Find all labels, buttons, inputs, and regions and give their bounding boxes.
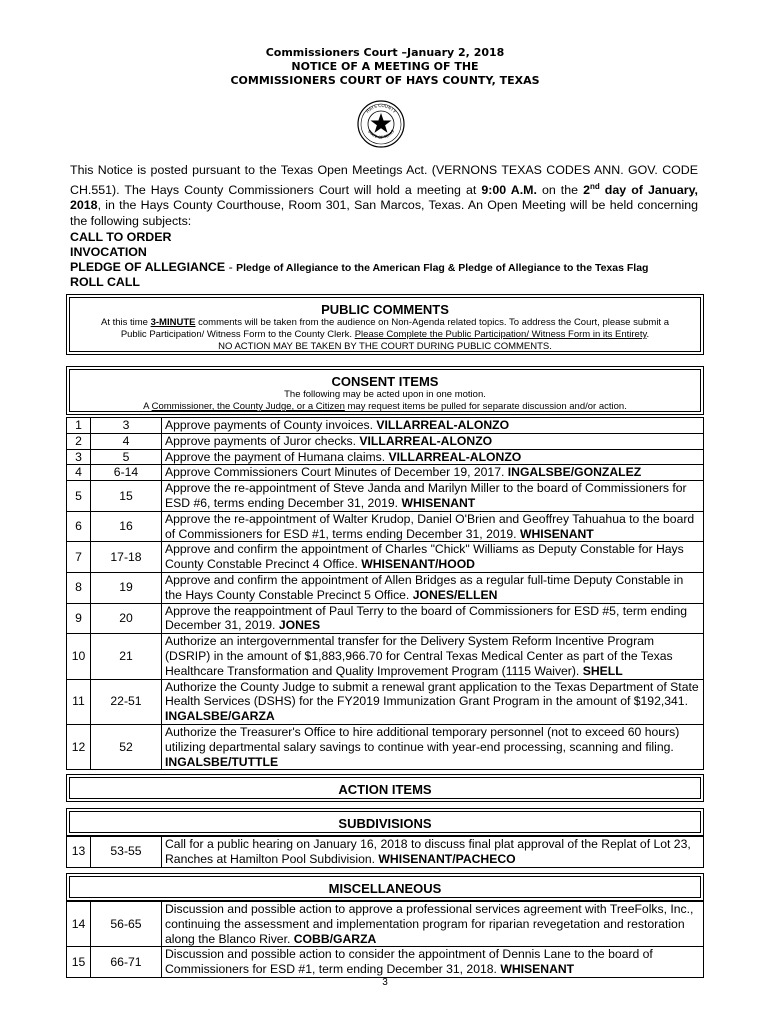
- item-pages: 19: [91, 572, 162, 603]
- seal-top-text: HAYS COUNTY: [364, 102, 398, 114]
- item-sponsor: WHISENANT: [500, 962, 575, 977]
- item-sponsor: INGALSBE/GONZALEZ: [507, 465, 642, 480]
- agenda-item-row: [67, 679, 704, 724]
- item-number: 13: [67, 837, 91, 868]
- item-description: Approve the re-appointment of Steve Janda and Marilyn Miller to the board of Commissioners for ESD #6, terms ending December 31, 2019. WHISENANT: [162, 481, 704, 512]
- county-seal: [357, 100, 405, 148]
- item-number: 10: [67, 634, 91, 679]
- call-to-order: CALL TO ORDER: [70, 230, 172, 244]
- item-pages: 5: [91, 449, 162, 465]
- action-items-box: [66, 774, 704, 802]
- item-number: 12: [67, 724, 91, 769]
- item-pages: 56-65: [91, 902, 162, 947]
- miscellaneous-box: [66, 873, 704, 901]
- item-sponsor: VILLARREAL-ALONZO: [388, 449, 522, 464]
- miscellaneous-table: [66, 901, 704, 978]
- item-description: Authorize an intergovernmental transfer for the Delivery System Reform Incentive Program (DSRIP) in the amount of $1,883,966.70 for Central Texas Medical Center as part of the Texas Healthcare Transformation and Quality Improvement Program (1115 Waiver). SHELL: [162, 634, 704, 679]
- agenda-item-row: [67, 634, 704, 679]
- header-line-2: NOTICE OF A MEETING OF THE: [291, 60, 479, 73]
- item-pages: 66-71: [91, 947, 162, 978]
- consent-items-line-1: The following may be acted upon in one motion.: [284, 389, 486, 400]
- agenda-item-row: [67, 724, 704, 769]
- item-sponsor: VILLARREAL-ALONZO: [376, 418, 510, 432]
- public-comments-line-3: NO ACTION MAY BE TAKEN BY THE COURT DURING PUBLIC COMMENTS.: [218, 341, 552, 352]
- item-sponsor: VILLARREAL-ALONZO: [359, 433, 493, 448]
- agenda-item-row: [67, 837, 704, 868]
- pledge-of-allegiance: PLEDGE OF ALLEGIANCE - Pledge of Allegiance to the American Flag & Pledge of Allegiance to the Texas Flag: [70, 260, 649, 274]
- item-number: 7: [67, 542, 91, 573]
- agenda-item-row: [67, 572, 704, 603]
- item-pages: 15: [91, 481, 162, 512]
- item-sponsor: INGALSBE/GARZA: [165, 709, 275, 724]
- item-number: 4: [67, 465, 91, 481]
- item-description: Discussion and possible action to approve a professional services agreement with TreeFolks, Inc., continuing the assessment and implementation program for riparian revegetation and restoration along the Blanco River. COBB/GARZA: [162, 902, 704, 947]
- item-pages: 21: [91, 634, 162, 679]
- agenda-item-row: [67, 433, 704, 449]
- item-description: Approve and confirm the appointment of Allen Bridges as a regular full-time Deputy Constable in the Hays County Constable Precinct 5 Office. JONES/ELLEN: [162, 572, 704, 603]
- item-description: Approve Commissioners Court Minutes of December 19, 2017. INGALSBE/GONZALEZ: [162, 465, 704, 481]
- subdivisions-title: SUBDIVISIONS: [338, 816, 432, 831]
- item-pages: 52: [91, 724, 162, 769]
- item-number: 1: [67, 418, 91, 434]
- item-number: 11: [67, 679, 91, 724]
- item-sponsor: JONES/ELLEN: [412, 587, 498, 602]
- consent-items-title: CONSENT ITEMS: [331, 374, 439, 389]
- item-pages: 17-18: [91, 542, 162, 573]
- item-pages: 16: [91, 511, 162, 542]
- item-sponsor: WHISENANT: [401, 495, 476, 510]
- subdivisions-table: [66, 836, 704, 868]
- agenda-item-row: [67, 603, 704, 634]
- consent-items-line-2: A Commissioner, the County Judge, or a Citizen may request items be pulled for separate discussion and/or action.: [143, 401, 627, 412]
- item-number: 15: [67, 947, 91, 978]
- item-number: 14: [67, 902, 91, 947]
- item-pages: 6-14: [91, 465, 162, 481]
- item-sponsor: WHISENANT/HOOD: [361, 557, 475, 572]
- item-number: 6: [67, 511, 91, 542]
- action-items-title: ACTION ITEMS: [338, 782, 432, 797]
- roll-call: ROLL CALL: [70, 275, 140, 289]
- public-comments-box: [66, 294, 704, 355]
- item-description: Approve the re-appointment of Walter Krudop, Daniel O'Brien and Geoffrey Tahuahua to the board of Commissioners for ESD #1, terms ending December 31, 2019. WHISENANT: [162, 511, 704, 542]
- header-line-1: Commissioners Court –January 2, 2018: [265, 46, 505, 59]
- item-description: Discussion and possible action to consider the appointment of Dennis Lane to the board of Commissioners for ESD #1, term ending December 31, 2018. WHISENANT: [162, 947, 704, 978]
- item-pages: 20: [91, 603, 162, 634]
- seal-bottom-text: STATE OF TEXAS: [366, 128, 396, 140]
- item-sponsor: INGALSBE/TUTTLE: [165, 754, 279, 769]
- page-number: 3: [382, 977, 388, 988]
- item-description: Call for a public hearing on January 16, 2018 to discuss final plat approval of the Replat of Lot 23, Ranches at Hamilton Pool Subdivision. WHISENANT/PACHECO: [162, 837, 704, 868]
- public-comments-line-2: Public Participation/ Witness Form to the County Clerk. Please Complete the Public Participation/ Witness Form in its Entirety.: [120, 329, 650, 340]
- subdivisions-box: [66, 808, 704, 836]
- item-sponsor: COBB/GARZA: [293, 931, 377, 946]
- item-number: 9: [67, 603, 91, 634]
- item-description: Authorize the County Judge to submit a renewal grant application to the Texas Department of State Health Services (DSHS) for the FY2019 Immunization Grant Program in the amount of $192,341. INGALSBE/GARZA: [162, 679, 704, 724]
- item-description: Authorize the Treasurer's Office to hire additional temporary personnel (not to exceed 60 hours) utilizing departmental salary savings to continue with year-end processing, scanning and filing. INGALSBE/TUTTLE: [162, 724, 704, 769]
- item-sponsor: SHELL: [582, 663, 623, 678]
- item-sponsor: WHISENANT/PACHECO: [378, 851, 516, 866]
- intro-paragraph: This Notice is posted pursuant to the Texas Open Meetings Act. (VERNONS TEXAS CODES ANN. GOV. CODE CH.551). The Hays County Commissioners Court will hold a meeting at 9:00 A.M. on the 2nd day of January, 2018, in the Hays County Courthouse, Room 301, San Marcos, Texas. An Open Meeting will be held concerning the following subjects:: [70, 163, 698, 228]
- item-number: 8: [67, 572, 91, 603]
- agenda-item-row: [67, 418, 704, 434]
- item-description: Approve the reappointment of Paul Terry to the board of Commissioners for ESD #5, term ending December 31, 2019. JONES: [162, 603, 704, 634]
- agenda-item-row: [67, 947, 704, 978]
- agenda-item-row: [67, 481, 704, 512]
- item-number: 2: [67, 433, 91, 449]
- agenda-item-row: [67, 449, 704, 465]
- item-description: Approve and confirm the appointment of Charles "Chick" Williams as Deputy Constable for Hays County Constable Precinct 4 Office. WHISENANT/HOOD: [162, 542, 704, 573]
- public-comments-title: PUBLIC COMMENTS: [321, 302, 449, 317]
- item-description: Approve the payment of Humana claims. VILLARREAL-ALONZO: [162, 449, 704, 465]
- item-pages: 4: [91, 433, 162, 449]
- item-sponsor: WHISENANT: [519, 526, 594, 541]
- item-pages: 53-55: [91, 837, 162, 868]
- item-description: Approve payments of County invoices. VILLARREAL-ALONZO: [162, 418, 704, 434]
- item-sponsor: JONES: [278, 618, 321, 633]
- agenda-item-row: [67, 902, 704, 947]
- invocation: INVOCATION: [70, 245, 147, 259]
- item-number: 3: [67, 449, 91, 465]
- svg-text:STATE OF TEXAS: [367, 128, 395, 139]
- header-line-3: COMMISSIONERS COURT OF HAYS COUNTY, TEXAS: [230, 74, 540, 87]
- item-number: 5: [67, 481, 91, 512]
- item-pages: 22-51: [91, 679, 162, 724]
- consent-items-box: [66, 366, 704, 415]
- miscellaneous-title: MISCELLANEOUS: [328, 881, 442, 896]
- consent-items-table: [66, 417, 704, 770]
- agenda-item-row: [67, 542, 704, 573]
- item-description: Approve payments of Juror checks. VILLARREAL-ALONZO: [162, 433, 704, 449]
- public-comments-line-1: At this time 3-MINUTE comments will be taken from the audience on Non-Agenda related topics. To address the Court, please submit a: [100, 317, 669, 328]
- agenda-item-row: [67, 511, 704, 542]
- item-pages: 3: [91, 418, 162, 434]
- agenda-item-row: [67, 465, 704, 481]
